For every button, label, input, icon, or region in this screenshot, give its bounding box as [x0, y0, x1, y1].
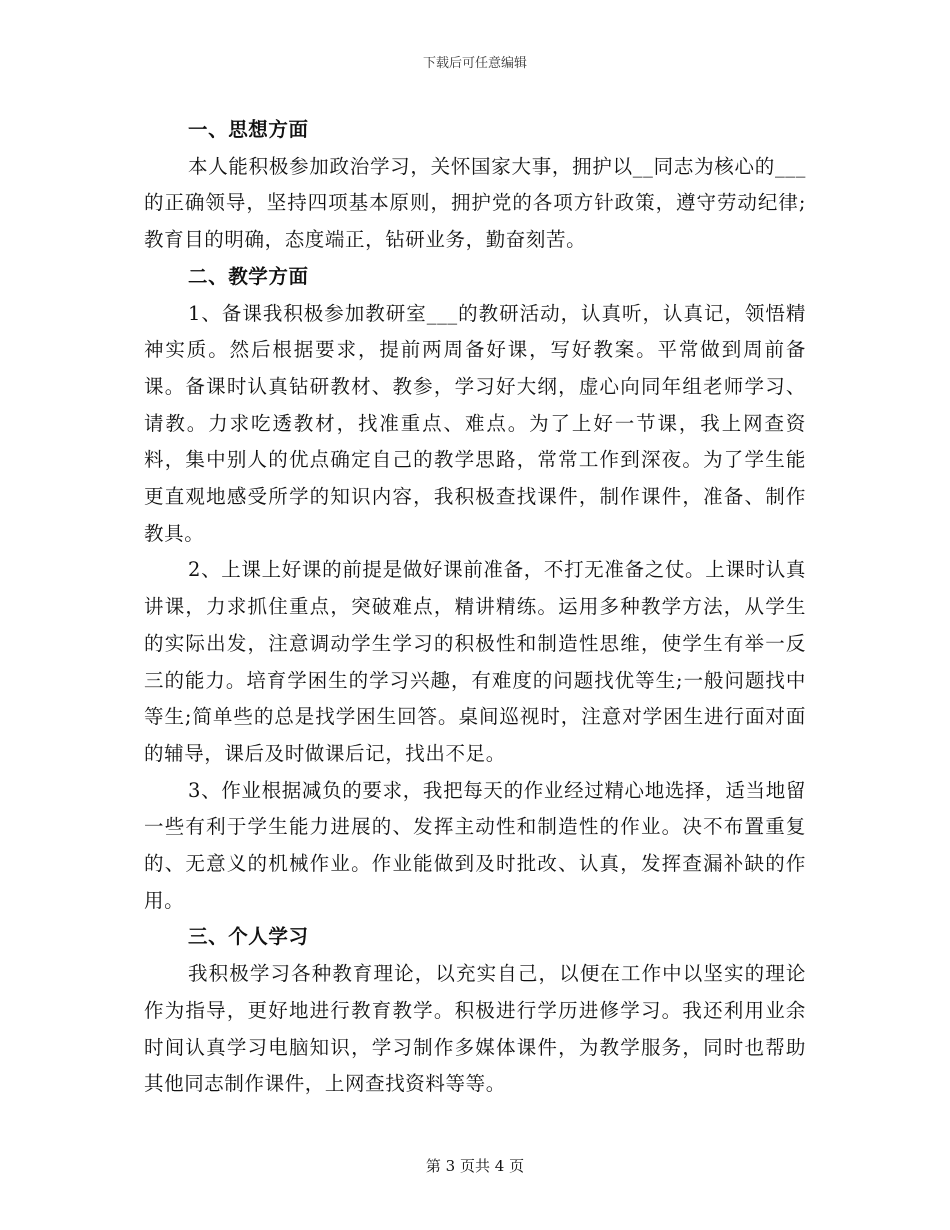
paragraph: 2、上课上好课的前提是做好课前准备，不打无准备之仗。上课时认真讲课，力求抓住重点，突破难点，精讲精练。运用多种教学方法，从学生的实际出发，注意调动学生学习的积极性和制造性思维，使学生有举一反三的能力。培育学困生的学习兴趣，有难度的问题找优等生;一般问题找中等生;简单些的总是找学困生回答。桌间巡视时，注意对学困生进行面对面的辅导，课后及时做课后记，找出不足。 [144, 558, 806, 765]
paragraph: 本人能积极参加政治学习，关怀国家大事，拥护以__同志为核心的___的正确领导，坚持四项基本原则，拥护党的各项方针政策，遵守劳动纪律;教育目的明确，态度端正，钻研业务，勤奋刻苦。 [144, 154, 806, 252]
section-thought [144, 112, 806, 259]
page-header-note: 下载后可任意编辑 [422, 56, 527, 71]
document-body [144, 112, 806, 1103]
section-personal-study [144, 919, 806, 1103]
section-heading: 三、个人学习 [188, 925, 309, 949]
section-heading: 一、思想方面 [188, 118, 309, 141]
paragraph: 1、备课我积极参加教研室___的教研活动，认真听，认真记，领悟精神实质。然后根据要求，提前两周备好课，写好教案。平常做到周前备课。备课时认真钻研教材、教参，学习好大纲，虚心向同年组老师学习、请教。力求吃透教材，找准重点、难点。为了上好一节课，我上网查资料，集中别人的优点确定自己的教学思路，常常工作到深夜。为了学生能更直观地感受所学的知识内容，我积极查找课件，制作课件，准备、制作教具。 [144, 301, 806, 545]
paragraph: 我积极学习各种教育理论，以充实自己，以便在工作中以坚实的理论作为指导，更好地进行教育教学。积极进行学历进修学习。我还利用业余时间认真学习电脑知识，学习制作多媒体课件，为教学服务，同时也帮助其他同志制作课件，上网查找资料等等。 [144, 962, 806, 1096]
section-teaching [144, 259, 806, 920]
page-number: 第 3 页共 4 页 [425, 1157, 525, 1175]
paragraph: 3、作业根据减负的要求，我把每天的作业经过精心地选择，适当地留一些有利于学生能力进展的、发挥主动性和制造性的作业。决不布置重复的、无意义的机械作业。作业能做到及时批改、认真，发挥查漏补缺的作用。 [144, 778, 806, 912]
section-heading: 二、教学方面 [188, 264, 309, 288]
